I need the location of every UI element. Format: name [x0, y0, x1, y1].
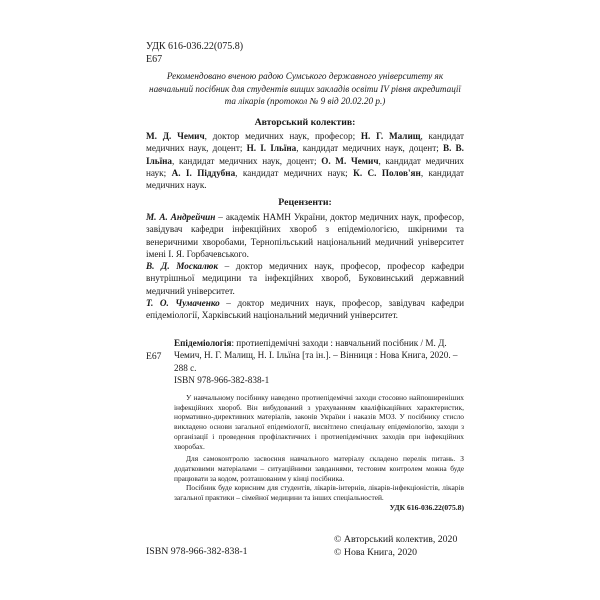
- author-sign: Е67: [146, 54, 163, 65]
- biblio-description: [174, 337, 464, 374]
- author-name: Н. І. Ільїна: [246, 143, 297, 154]
- reviewer-entry: [146, 260, 464, 297]
- author-name: М. Д. Чемич: [146, 131, 205, 141]
- annotation: [174, 393, 464, 512]
- author-desc: , кандидат медичних наук, доцент;: [172, 155, 322, 166]
- reviewer-entry: [146, 297, 464, 322]
- annotation-paragraph: Посібник буде корисним для студентів, лікарів-інтернів, лікарів-інфекціоністів, лікарів загальної практики – сімейної медицини та інших спеціальностей.: [174, 483, 464, 503]
- author-desc: , кандидат медичних наук;: [235, 167, 354, 178]
- author-desc: , кандидат медичних наук, доцент;: [146, 131, 464, 154]
- udk-bottom: УДК 616-036.22(075.8): [389, 502, 464, 512]
- reviewer-desc: – академік НАМН України, доктор медичних наук, професор, завідувач кафедри інфекційних хвороб з епідеміологією, шкірними та венеричними хворобами, Тернопільський національний медичний університет імені І. Я. Горбачевського.: [146, 212, 465, 259]
- reviewer-name: Т. О. Чумаченко: [146, 298, 220, 309]
- authors-heading: Авторський колектив:: [254, 117, 356, 128]
- udk-code: УДК 616-036.22(075.8): [146, 41, 244, 52]
- copyright-block: [334, 534, 457, 559]
- reviewer-name: М. А. Андрейчин: [146, 212, 216, 222]
- udk-block: [146, 40, 243, 66]
- annotation-paragraph: Для самоконтролю засвоєння навчального матеріалу складено перелік питань. З додатковими матеріалами – ситуаційними завданнями, тестовим контролем можна буде працювати за кодом, розташованим у кінці посібника.: [174, 454, 464, 483]
- copyright-authors: © Авторський колектив, 2020: [334, 534, 458, 545]
- reviewer-desc: – доктор медичних наук, професор, професор кафедри внутрішньої медицини та інфекційних хвороб, Буковинський державний медичний університет.: [146, 261, 464, 296]
- annotation-paragraph: У навчальному посібнику наведено протиепідемічні заходи стосовно найпоширеніших інфекційних хвороб. Він вибудований з урахуванням кваліфікаційних характеристик, нормативно-директивних матеріалів, законів України і наказів МОЗ. У посібнику стисло викладено основи загальної епідеміології, висвітлено спеціальну епідеміологію, заходи з організації і проведення профілактичних і протиепідемічних заходів при інфекційних хворобах.: [174, 393, 464, 451]
- reviewer-name: В. Д. Москалюк: [146, 261, 219, 272]
- author-name: О. М. Чемич: [321, 155, 379, 166]
- author-desc: , кандидат медичних наук, доцент;: [296, 143, 443, 154]
- reviewer-desc: – доктор медичних наук, професор, завідувач кафедри епідеміології, Харківський національний медичний університет.: [146, 298, 464, 321]
- authors-list: [146, 130, 464, 191]
- author-desc: , кандидат медичних наук.: [146, 167, 464, 191]
- author-name: К. С. Полов'ян: [353, 167, 421, 178]
- biblio-isbn: ISBN 978-966-382-838-1: [174, 374, 270, 385]
- author-name: Н. Г. Малищ: [360, 131, 421, 141]
- recommendation-note: Рекомендовано вченою радою Сумського державного університету як навчальний посібник для студентів вищих закладів освіти IV рівня акредитації та лікарів (протокол № 9 від 20.02.20 р.): [149, 71, 461, 106]
- author-name: А. І. Піддубна: [171, 167, 236, 178]
- copyright-publisher: © Нова Книга, 2020: [334, 546, 418, 558]
- author-desc: , кандидат медичних наук;: [146, 155, 464, 178]
- reviewers-heading: Рецензенти:: [278, 197, 332, 208]
- reviewer-entry: [146, 211, 464, 260]
- author-desc: , доктор медичних наук, професор;: [204, 131, 361, 141]
- biblio-author-sign: Е67: [146, 351, 162, 362]
- isbn-footer: ISBN 978-966-382-838-1: [146, 546, 248, 557]
- reviewers-list: [146, 211, 464, 322]
- biblio-rest: : протиепідемічні заходи : навчальний посібник / М. Д. Чемич, Н. Г. Малищ, Н. І. Ільїна [та ін.]. – Вінниця : Нова Книга, 2020. – 288 с.: [174, 338, 458, 373]
- biblio-title: Епідеміологія: [174, 338, 232, 348]
- bibliographic-record: [146, 337, 464, 386]
- author-name: В. В. Ільїна: [146, 143, 464, 166]
